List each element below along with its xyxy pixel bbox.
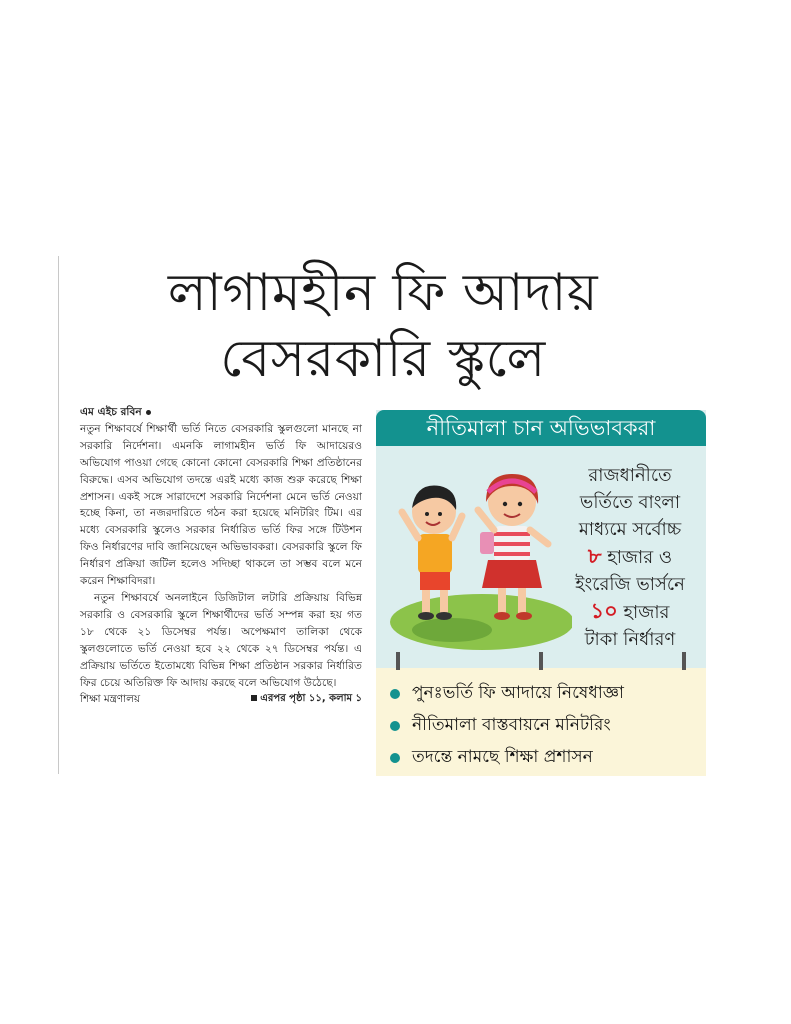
continuation-note xyxy=(251,691,362,708)
headline-line-2: বেসরকারি স্কুলে xyxy=(220,329,546,389)
key-point xyxy=(390,742,706,774)
fact-line-6 xyxy=(556,598,704,626)
key-points xyxy=(390,678,706,774)
fact-line-4 xyxy=(556,543,704,571)
newspaper-clipping xyxy=(58,256,708,788)
bullet-dot-icon xyxy=(390,689,400,699)
square-bullet-icon xyxy=(251,695,257,701)
byline-dot-icon xyxy=(146,410,151,415)
sidebar-box-title: নীতিমালা চান অভিভাবকরা xyxy=(376,410,706,446)
fact-line-4-rest: হাজার ও xyxy=(601,547,673,568)
headline-line-1: লাগামহীন ফি আদায় xyxy=(167,263,599,323)
fact-line-7: টাকা নির্ধারণ xyxy=(584,629,676,650)
key-point-text: নীতিমালা বাস্তবায়নে মনিটরিং xyxy=(412,715,611,735)
article-paragraph-2: নতুন শিক্ষাবর্ষে অনলাইনে ডিজিটাল লটারি প্রক্রিয়ায় বিভিন্ন সরকারি ও বেসরকারি স্কুলে শিক্ষার্থীদের ভর্তি সম্পন্ন করা হয় গত ১৮ থেকে ২১ ডিসেম্বর পর্যন্ত। অপেক্ষমাণ তালিকা থেকে স্কুলগুলোতে ভর্তি নেওয়া হবে ২২ থেকে ২৭ ডিসেম্বর পর্যন্ত। এ প্রক্রিয়ায় ভর্তিতে ইতোমধ্যে বিভিন্ন শিক্ষা প্রতিষ্ঠান সরকার নির্ধারিত ফির চেয়ে অতিরিক্ত ফি আদায় করছে বলে অভিযোগ উঠেছে। xyxy=(80,591,362,689)
fact-line-2: ভর্তিতে বাংলা xyxy=(579,492,681,513)
binder-pegs xyxy=(376,650,706,672)
children-illustration xyxy=(382,452,572,652)
byline-text: এম এইচ রবিন xyxy=(80,406,142,418)
fact-amount-english: ১০ xyxy=(590,599,618,623)
continuation-text: এরপর পৃষ্ঠা ১১, কলাম ১ xyxy=(260,693,362,705)
fact-line-1: রাজধানীতে xyxy=(588,465,672,486)
headline xyxy=(58,260,708,392)
fact-line-3: মাধ্যমে সর্বোচ্চ xyxy=(578,519,682,540)
key-point-text: তদন্তে নামছে শিক্ষা প্রশাসন xyxy=(412,747,593,767)
article-last-words: শিক্ষা মন্ত্রণালয় xyxy=(80,693,140,706)
bullet-dot-icon xyxy=(390,721,400,731)
article-paragraph-1: নতুন শিক্ষাবর্ষে শিক্ষার্থী ভর্তি নিতে বেসরকারি স্কুলগুলো মানছে না সরকারি নির্দেশনা। এমনকি লাগামহীন ভর্তি ফি আদায়েরও অভিযোগ পাওয়া গেছে কোনো কোনো বেসরকারি শিক্ষা প্রতিষ্ঠানের বিরুদ্ধে। এসব অভিযোগ তদন্তে এরই মধ্যে কাজ শুরু করেছে শিক্ষা প্রশাসন। একই সঙ্গে সারাদেশে সরকারি নির্দেশনা মেনে ভর্তি নেওয়া হচ্ছে কিনা, তা নজরদারিতে গঠন করা হয়েছে মনিটরিং টিম। এর মধ্যে বেসরকারি স্কুলেও সরকার নির্ধারিত ভর্তি ফির সঙ্গে টিউশন ফিও নির্ধারণের দাবি জানিয়েছেন অভিভাবকরা। বেসরকারি স্কুলে ফি নির্ধারণ প্রক্রিয়া জটিল হলেও সদিচ্ছা থাকলে তা সম্ভব বলে মনে করেন শিক্ষাবিদরা। xyxy=(80,422,362,588)
sidebar-box xyxy=(376,410,706,776)
bullet-dot-icon xyxy=(390,753,400,763)
key-point-text: পুনঃভর্তি ফি আদায়ে নিষেধাজ্ঞা xyxy=(412,683,624,703)
fact-line-5: ইংরেজি ভার্সনে xyxy=(575,574,685,595)
article-body xyxy=(80,404,362,708)
fact-amount-bangla: ৮ xyxy=(587,544,602,568)
article-footer xyxy=(80,691,362,708)
fee-fact xyxy=(556,462,704,653)
fact-line-6-rest: হাজার xyxy=(617,602,670,623)
byline xyxy=(80,404,362,421)
key-point xyxy=(390,678,706,710)
key-point xyxy=(390,710,706,742)
